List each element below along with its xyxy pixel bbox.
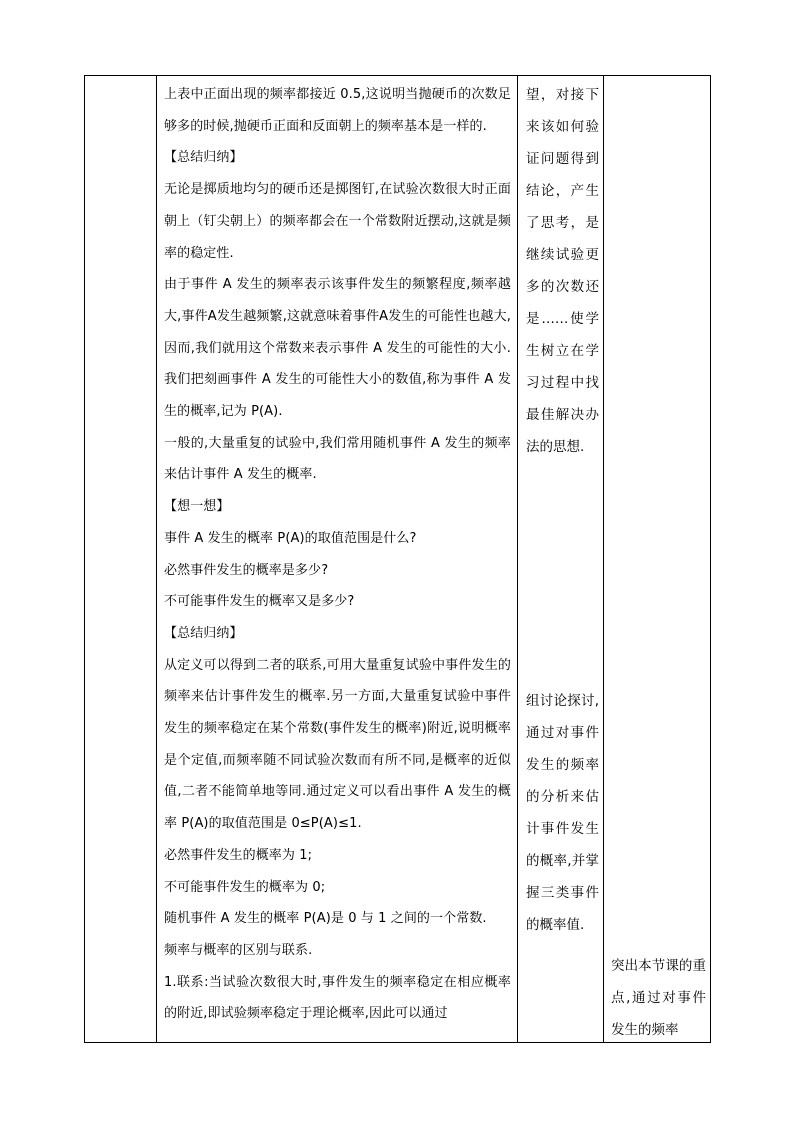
activity-note: 组讨论探讨,通过对事件发生的频率的分析来估计事件发生的概率,并掌握三类事件的概率值. xyxy=(526,693,599,933)
lesson-table xyxy=(84,75,711,1043)
paragraph: 上表中正面出现的频率都接近 0.5,这说明当抛硬币的次数足够多的时候,抛硬币正面和反面朝上的频率基本是一样的. xyxy=(164,87,511,134)
paragraph: 一般的,大量重复的试验中,我们常用随机事件 A 发生的频率来估计事件 A 发生的概率. xyxy=(164,435,511,483)
section-heading: 【总结归纳】 xyxy=(164,625,243,641)
section-heading: 【想一想】 xyxy=(164,499,230,515)
table-row xyxy=(85,76,711,1043)
paragraph: 1.联系:当试验次数很大时,事件发生的频率稳定在相应概率的附近,即试验频率稳定于理论概率,因此可以通过 xyxy=(164,974,511,1022)
question: 必然事件发生的概率是多少? xyxy=(164,562,329,578)
paragraph: 必然事件发生的概率为 1; xyxy=(164,847,313,863)
stage-cell xyxy=(85,76,157,1043)
paragraph: 频率与概率的区别与联系. xyxy=(164,942,313,958)
teaching-content-cell xyxy=(157,76,518,1043)
activity-note: 望，对接下来该如何验证问题得到结论，产生了思考，是继续试验更多的次数还是……使学生树立在学习过程中找最佳解决办法的思想. xyxy=(526,87,599,455)
question: 事件 A 发生的概率 P(A)的取值范围是什么? xyxy=(164,530,417,546)
paragraph: 从定义可以得到二者的联系,可用大量重复试验中事件发生的频率来估计事件发生的概率.另一方面,大量重复试验中事件发生的频率稳定在某个常数(事件发生的概率)附近,说明概率是个定值,而频率随不同试验次数而有所不同,是概率的近似值,二者不能简单地等同.通过定义可以看出事件 A 发生的概率 P(A)的取值范围是 0≤P(A)≤1. xyxy=(164,657,511,832)
design-note: 突出本节课的重点,通过对事件发生的频率 xyxy=(611,958,706,1038)
design-intent-cell xyxy=(604,76,711,1043)
paragraph: 由于事件 A 发生的频率表示该事件发生的频繁程度,频率越大,事件A发生越频繁,这就意味着事件A发生的可能性也越大,因而,我们就用这个常数来表示事件 A 发生的可能性的大小.我们把刻画事件 A 发生的可能性大小的数值,称为事件 A 发生的概率,记为 P(A). xyxy=(164,277,511,420)
paragraph: 无论是掷质地均匀的硬币还是掷图钉,在试验次数很大时正面朝上（钉尖朝上）的频率都会在一个常数附近摆动,这就是频率的稳定性. xyxy=(164,182,511,261)
section-heading: 【总结归纳】 xyxy=(164,150,243,166)
student-activity-cell xyxy=(518,76,604,1043)
question: 不可能事件发生的概率又是多少? xyxy=(164,594,355,610)
paragraph: 不可能事件发生的概率为 0; xyxy=(164,879,326,895)
paragraph: 随机事件 A 发生的概率 P(A)是 0 与 1 之间的一个常数. xyxy=(164,911,487,927)
